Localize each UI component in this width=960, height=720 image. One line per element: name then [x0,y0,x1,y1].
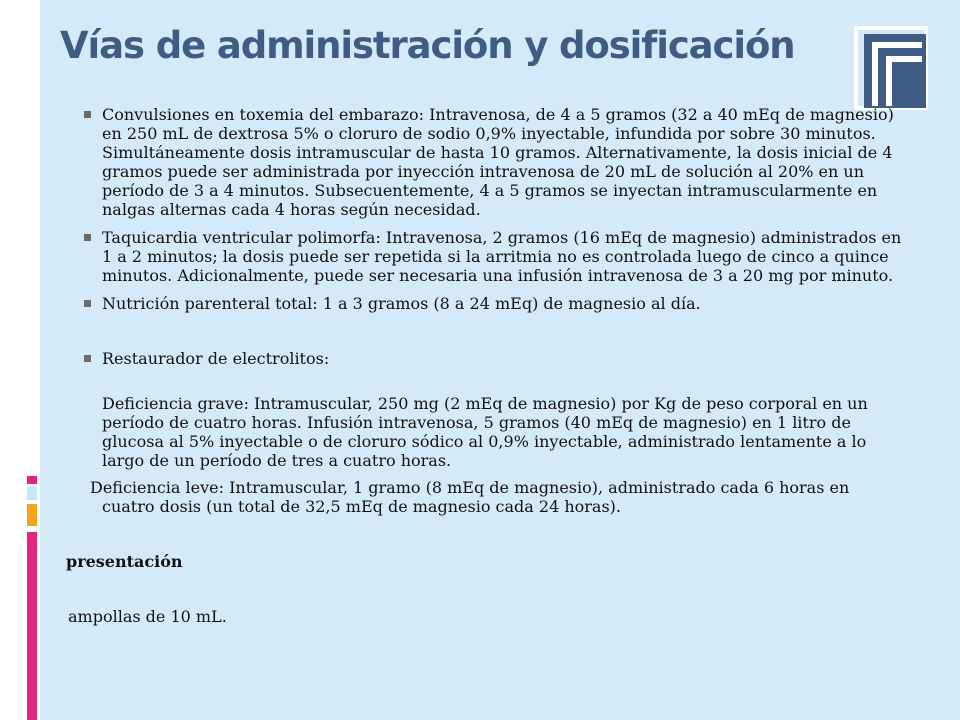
stacked-frames-logo-icon [852,24,934,114]
bullet-text-toxemia: Convulsiones en toxemia del embarazo: Intravenosa, de 4 a 5 gramos (32 a 40 mEq de magnesio) en 250 mL de dextrosa 5% o cloruro de sodio 0,9% inyectable, infundida por sobre 30 minutos. Simultáneamente dosis intramuscular de hasta 10 gramos. Alternativamente, la dosis inicial de 4 gramos puede ser administrada por inyección intravenosa de 20 mL de solución al 20% en un período de 3 a 4 minutos. Subsecuentemente, 4 a 5 gramos se inyectan intramuscularmente en nalgas alternas cada 4 horas según necesidad. [102,105,894,219]
slide-content [66,105,906,626]
square-bullet-icon [84,355,91,362]
list-item [66,105,906,219]
list-item [66,294,906,313]
square-bullet-icon [84,111,91,118]
bullet-text-tachycardia: Taquicardia ventricular polimorfa: Intravenosa, 2 gramos (16 mEq de magnesio) administrados en 1 a 2 minutos; la dosis puede ser repetida si la arritmia no es controlada luego de cinco a quince minutos. Adicionalmente, puede ser necesaria una infusión intravenosa de 3 a 20 mg por minuto. [102,228,902,285]
presentation-heading: presentación [66,552,183,571]
mild-deficiency-text: Deficiencia leve: Intramuscular, 1 gramo (8 mEq de magnesio), administrado cada 6 horas en cuatro dosis (un total de 32,5 mEq de magnesio cada 24 horas). [90,478,850,516]
accent-strip-light-blue [27,486,37,500]
presentation-text: ampollas de 10 mL. [68,607,227,626]
square-bullet-icon [84,234,91,241]
slide-title: Vías de administración y dosificación [60,24,795,67]
bullet-text-parenteral: Nutrición parenteral total: 1 a 3 gramos (8 a 24 mEq) de magnesio al día. [102,294,701,313]
left-decor-band [0,0,40,720]
list-item [66,349,906,368]
list-item [66,228,906,285]
accent-strip-magenta-bottom [27,532,37,720]
bullet-text-electrolytes: Restaurador de electrolitos: [102,349,330,368]
severe-deficiency-text: Deficiencia grave: Intramuscular, 250 mg (2 mEq de magnesio) por Kg de peso corporal en un período de cuatro horas. Infusión intravenosa, 5 gramos (40 mEq de magnesio) en 1 litro de glucosa al 5% inyectable o de cloruro sódico al 0,9% inyectable, administrado lentamente a lo largo de un período de tres a cuatro horas. [102,394,868,470]
square-bullet-icon [84,300,91,307]
accent-strip-magenta-top [27,476,37,484]
accent-strip-orange [27,504,37,526]
